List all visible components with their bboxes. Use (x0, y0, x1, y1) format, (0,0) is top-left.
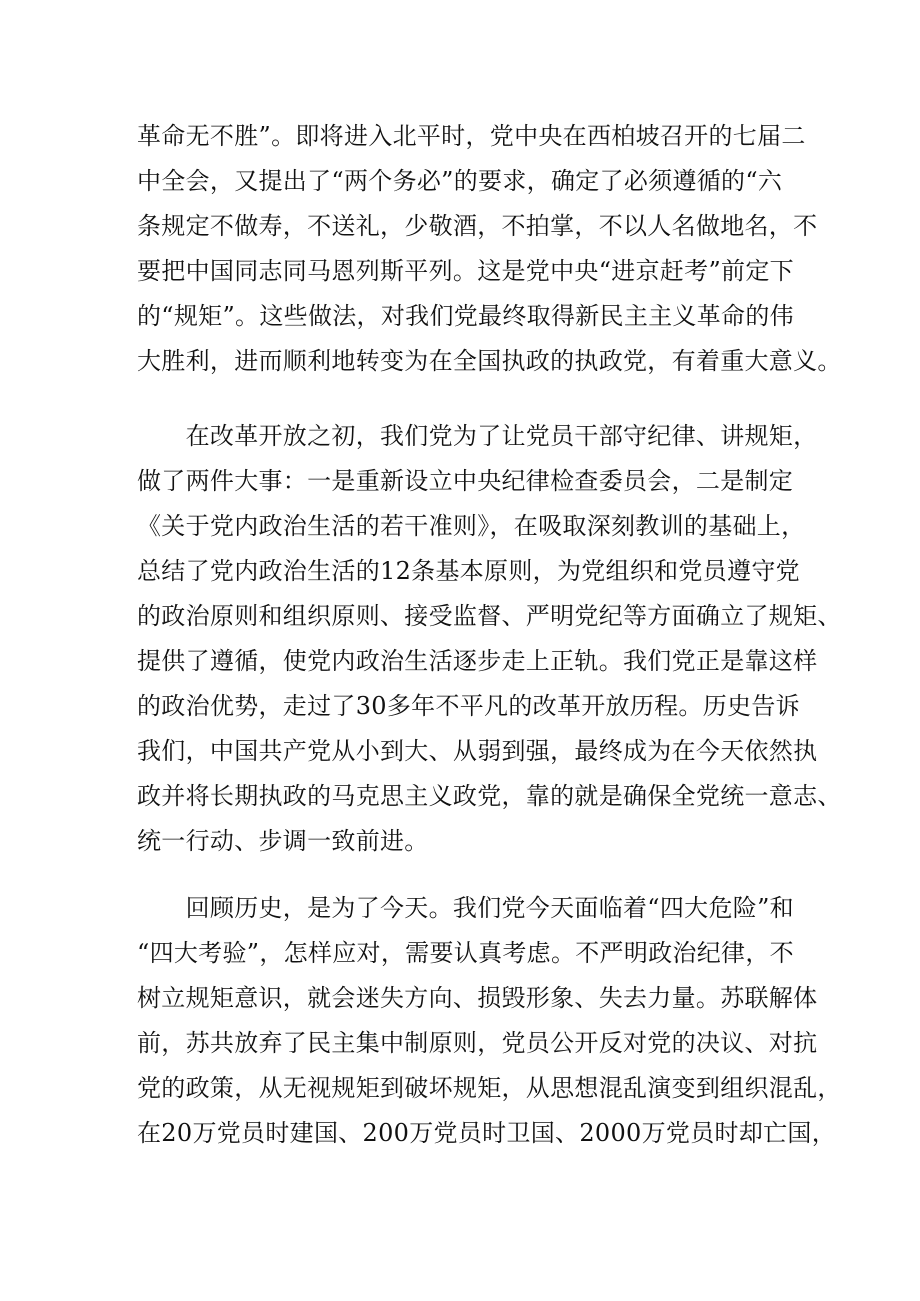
text-line: 统一行动、步调一致前进。 (137, 827, 429, 855)
text-line: 在20万党员时建国、200万党员时卫国、2000万党员时却亡国， (137, 1119, 837, 1147)
text-line: 《关于党内政治生活的若干准则》，在吸取深刻教训的基础上， (137, 512, 806, 540)
text-line: 政并将长期执政的马克思主义政党，靠的就是确保全党统一意志、 (137, 782, 842, 810)
text-line: 要把中国同志同马恩列斯平列。这是党中央“进京赶考”前定下 (137, 257, 794, 285)
text-line: 我们，中国共产党从小到大、从弱到强，最终成为在今天依然执 (137, 737, 818, 765)
text-line: 回顾历史，是为了今天。我们党今天面临着“四大危险”和 (137, 894, 794, 922)
text-line: 大胜利，进而顺利地转变为在全国执政的执政党，有着重大意义。 (137, 347, 842, 375)
text-line: “四大考验”，怎样应对，需要认真考虑。不严明政治纪律，不 (137, 939, 794, 967)
text-line: 条规定不做寿，不送礼，少敬酒，不拍掌，不以人名做地名，不 (137, 212, 818, 240)
text-line: 在改革开放之初，我们党为了让党员干部守纪律、讲规矩， (137, 422, 818, 450)
text-line: 做了两件大事：一是重新设立中央纪律检查委员会，二是制定 (137, 467, 794, 495)
paragraph-2 (137, 414, 842, 864)
text-line: 提供了遵循，使党内政治生活逐步走上正轨。我们党正是靠这样 (137, 647, 818, 675)
text-line: 树立规矩意识，就会迷失方向、损毁形象、失去力量。苏联解体 (137, 984, 818, 1012)
text-line: 前，苏共放弃了民主集中制原则，党员公开反对党的决议、对抗 (137, 1029, 818, 1057)
text-line: 革命无不胜”。即将进入北平时，党中央在西柏坡召开的七届二 (137, 122, 806, 150)
paragraph-3 (137, 886, 842, 1156)
text-line: 的“规矩”。这些做法，对我们党最终取得新民主主义革命的伟 (137, 302, 794, 330)
text-line: 中全会，又提出了“两个务必”的要求，确定了必须遵循的“六 (137, 167, 783, 195)
text-line: 的政治原则和组织原则、接受监督、严明党纪等方面确立了规矩、 (137, 602, 842, 630)
text-line: 党的政策，从无视规矩到破坏规矩，从思想混乱演变到组织混乱， (137, 1074, 842, 1102)
text-line: 的政治优势，走过了30多年不平凡的改革开放历程。历史告诉 (137, 692, 800, 720)
text-line: 总结了党内政治生活的12条基本原则，为党组织和党员遵守党 (137, 557, 800, 585)
paragraph-1 (137, 114, 842, 384)
